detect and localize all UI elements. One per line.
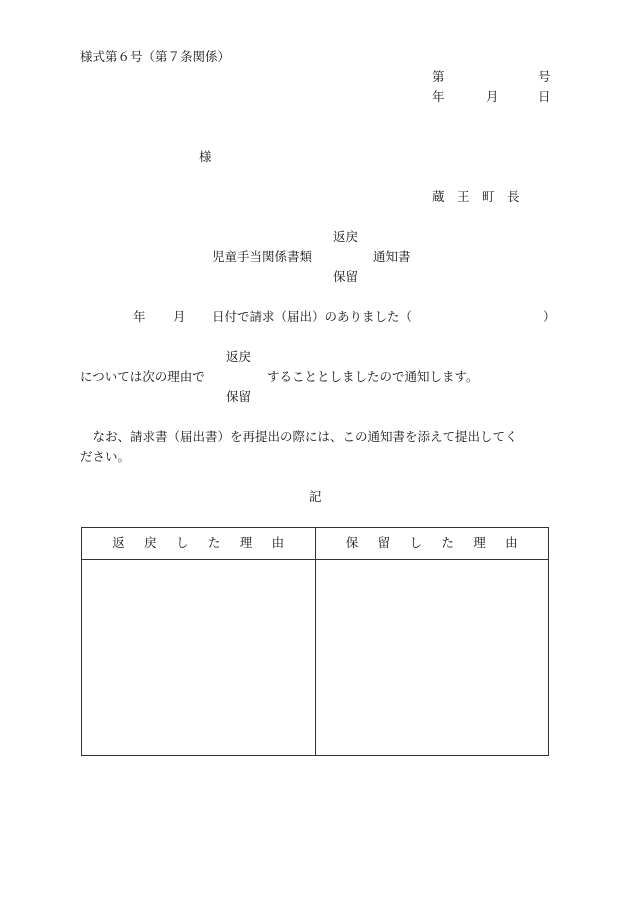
form-number: 様式第６号（第７条関係） [80,49,231,64]
title-option-return: 返戻 [333,229,359,244]
date-month: 月 [486,89,499,104]
table-header-row [82,528,549,560]
number-suffix: 号 [538,69,551,84]
title-suffix: 通知書 [373,249,411,264]
reason-suffix: することとしましたので通知します。 [267,369,479,384]
title-option-hold: 保留 [333,269,359,284]
return-reason-cell[interactable] [82,560,316,756]
note-line-2: ださい。 [80,449,131,464]
request-text: 日付で請求（届出）のありました（ [212,309,413,324]
reason-prefix: については次の理由で [80,369,205,384]
return-reason-header: 返戻した理由 [82,528,316,560]
reason-option-return: 返戻 [226,349,252,364]
date-day: 日 [538,89,551,104]
table-body-row [82,560,549,756]
date-year: 年 [432,89,445,104]
addressee-suffix: 様 [199,149,212,164]
reason-option-hold: 保留 [226,389,252,404]
reasons-table [81,527,549,756]
title-subject: 児童手当関係書類 [212,249,313,264]
request-month: 月 [173,309,186,324]
request-year: 年 [133,309,146,324]
hold-reason-header: 保留した理由 [315,528,549,560]
note-line-1: なお、請求書（届出書）を再提出の際には、この通知書を添えて提出してく [80,429,518,444]
number-prefix: 第 [432,69,445,84]
issuer-name: 蔵 王 町 長 [432,189,520,204]
request-close-paren: ） [543,309,556,324]
hold-reason-cell[interactable] [315,560,549,756]
record-heading: 記 [309,489,322,504]
